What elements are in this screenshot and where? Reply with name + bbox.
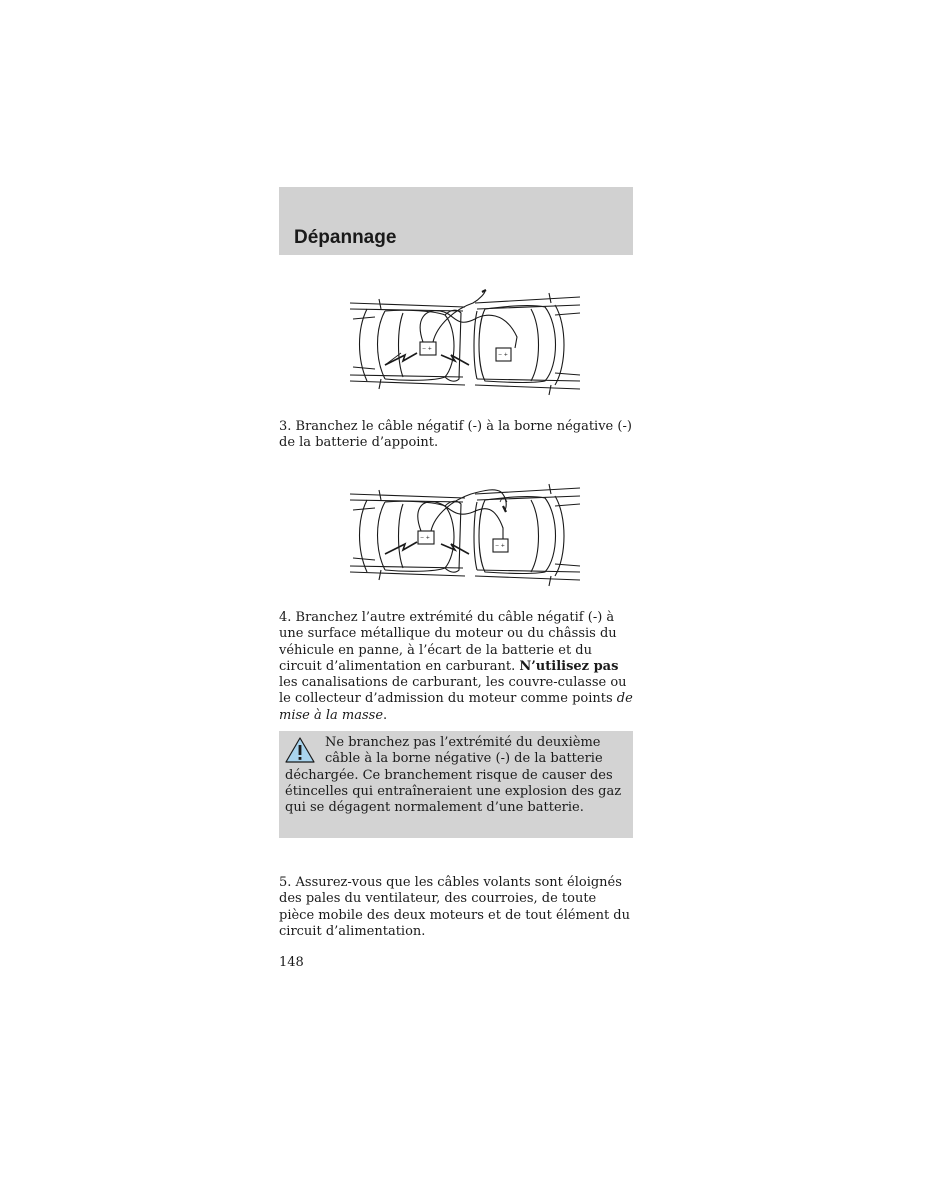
page-number: 148 — [279, 955, 304, 970]
step-3-text: 3. Branchez le câble négatif (-) à la borne négative (-) de la batterie d’appoint. — [279, 419, 632, 451]
step-4-text-end: . — [383, 707, 388, 723]
step-5-text: 5. Assurez-vous que les câbles volants sont éloignés des pales du ventilateur, des courroies, de toute pièce mobile des deux moteurs et de tout élément du circuit d’alimentation. — [279, 875, 630, 939]
section-header-band — [279, 187, 633, 255]
step-4-bold-warning: N’utilisez pas — [519, 658, 619, 674]
warning-text: Ne branchez pas l’extrémité du deuxième câble à la borne négative (-) de la batterie déchargée. Ce branchement risque de causer des étincelles qui entraîneraient une explosion des gaz qui se dégagent normalement d’une batterie. — [285, 735, 622, 816]
jump-start-illustration-step4 — [345, 480, 585, 592]
booster-car-drawing — [474, 484, 580, 586]
step-4-italic-term: de mise à la masse — [279, 691, 633, 723]
battery-terminal-label: − + — [420, 535, 430, 541]
step-4-text — [279, 610, 633, 724]
warning-box — [279, 731, 633, 838]
step-4-text-start: 4. Branchez l’autre extrémité du câble négatif (-) à une surface métallique du moteur ou du châssis du véhicule en panne, à l’écart de la batterie et du circuit d’alimentation en carburant. — [279, 610, 617, 674]
battery-terminal-label: − + — [422, 346, 432, 352]
disabled-car-drawing — [350, 490, 465, 580]
battery-terminal-label: − + — [498, 352, 508, 358]
booster-car-drawing — [474, 293, 580, 395]
section-title: Dépannage — [294, 227, 397, 248]
disabled-car-drawing — [350, 299, 465, 389]
jump-start-illustration-step3 — [345, 289, 585, 401]
battery-terminal-label: − + — [495, 543, 505, 549]
step-4-text-middle: les canalisations de carburant, les couvre-culasse ou le collecteur d’admission du moteur comme points — [279, 675, 627, 707]
